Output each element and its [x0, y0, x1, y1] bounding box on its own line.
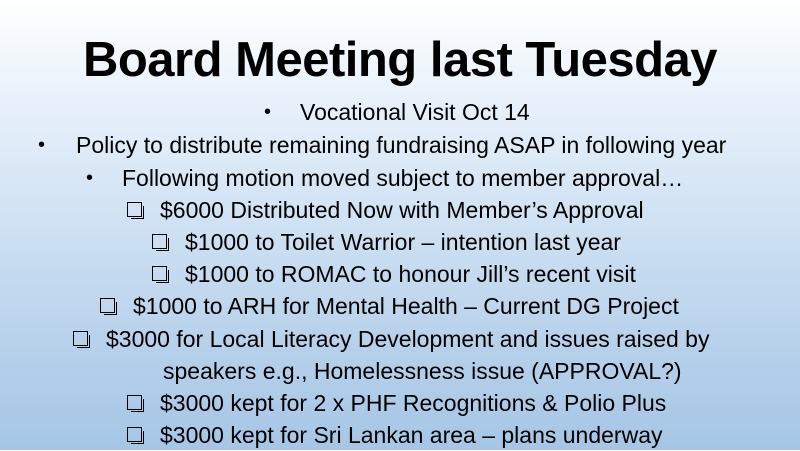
checklist-text: $3000 kept for Sri Lankan area – plans underway	[160, 422, 663, 448]
bullet-dot: •	[86, 167, 94, 189]
checkbox-icon	[73, 331, 88, 346]
checklist-text: $1000 to ROMAC to honour Jill’s recent visit	[185, 261, 636, 287]
checkbox-icon	[152, 266, 167, 281]
bullet-line	[0, 162, 800, 194]
checklist-text: $3000 for Local Literacy Development and issues raised by	[106, 326, 710, 352]
bullet-line	[0, 129, 800, 161]
checkbox-icon	[127, 395, 142, 410]
checklist-text: $6000 Distributed Now with Member’s Approval	[160, 197, 644, 223]
checkbox-icon	[100, 298, 115, 313]
bullet-text: Vocational Visit Oct 14	[300, 99, 530, 125]
slide-title: Board Meeting last Tuesday	[82, 33, 718, 87]
bullet-dot: •	[264, 101, 272, 123]
checkbox-icon	[152, 234, 167, 249]
checkbox-icon	[127, 427, 142, 442]
checklist-line	[0, 258, 800, 290]
checklist-line	[0, 226, 800, 258]
checklist-text: $1000 to ARH for Mental Health – Current DG Project	[133, 293, 679, 319]
checklist-line	[0, 194, 800, 226]
checkbox-icon	[127, 202, 142, 217]
checklist-line	[0, 290, 800, 322]
bullet-dot: •	[38, 134, 46, 156]
checklist-line	[0, 323, 800, 355]
bullet-line	[0, 96, 800, 128]
checklist-text: speakers e.g., Homelessness issue (APPROVAL?)	[163, 358, 682, 384]
checklist-text: $1000 to Toilet Warrior – intention last year	[185, 229, 621, 255]
checklist-text: $3000 kept for 2 x PHF Recognitions & Polio Plus	[160, 390, 667, 416]
checklist-line	[0, 387, 800, 419]
bullet-text: Policy to distribute remaining fundraising ASAP in following year	[76, 132, 727, 158]
checklist-line	[0, 419, 800, 451]
checklist-line-continuation	[0, 355, 800, 387]
bullet-text: Following motion moved subject to member approval…	[122, 165, 684, 191]
